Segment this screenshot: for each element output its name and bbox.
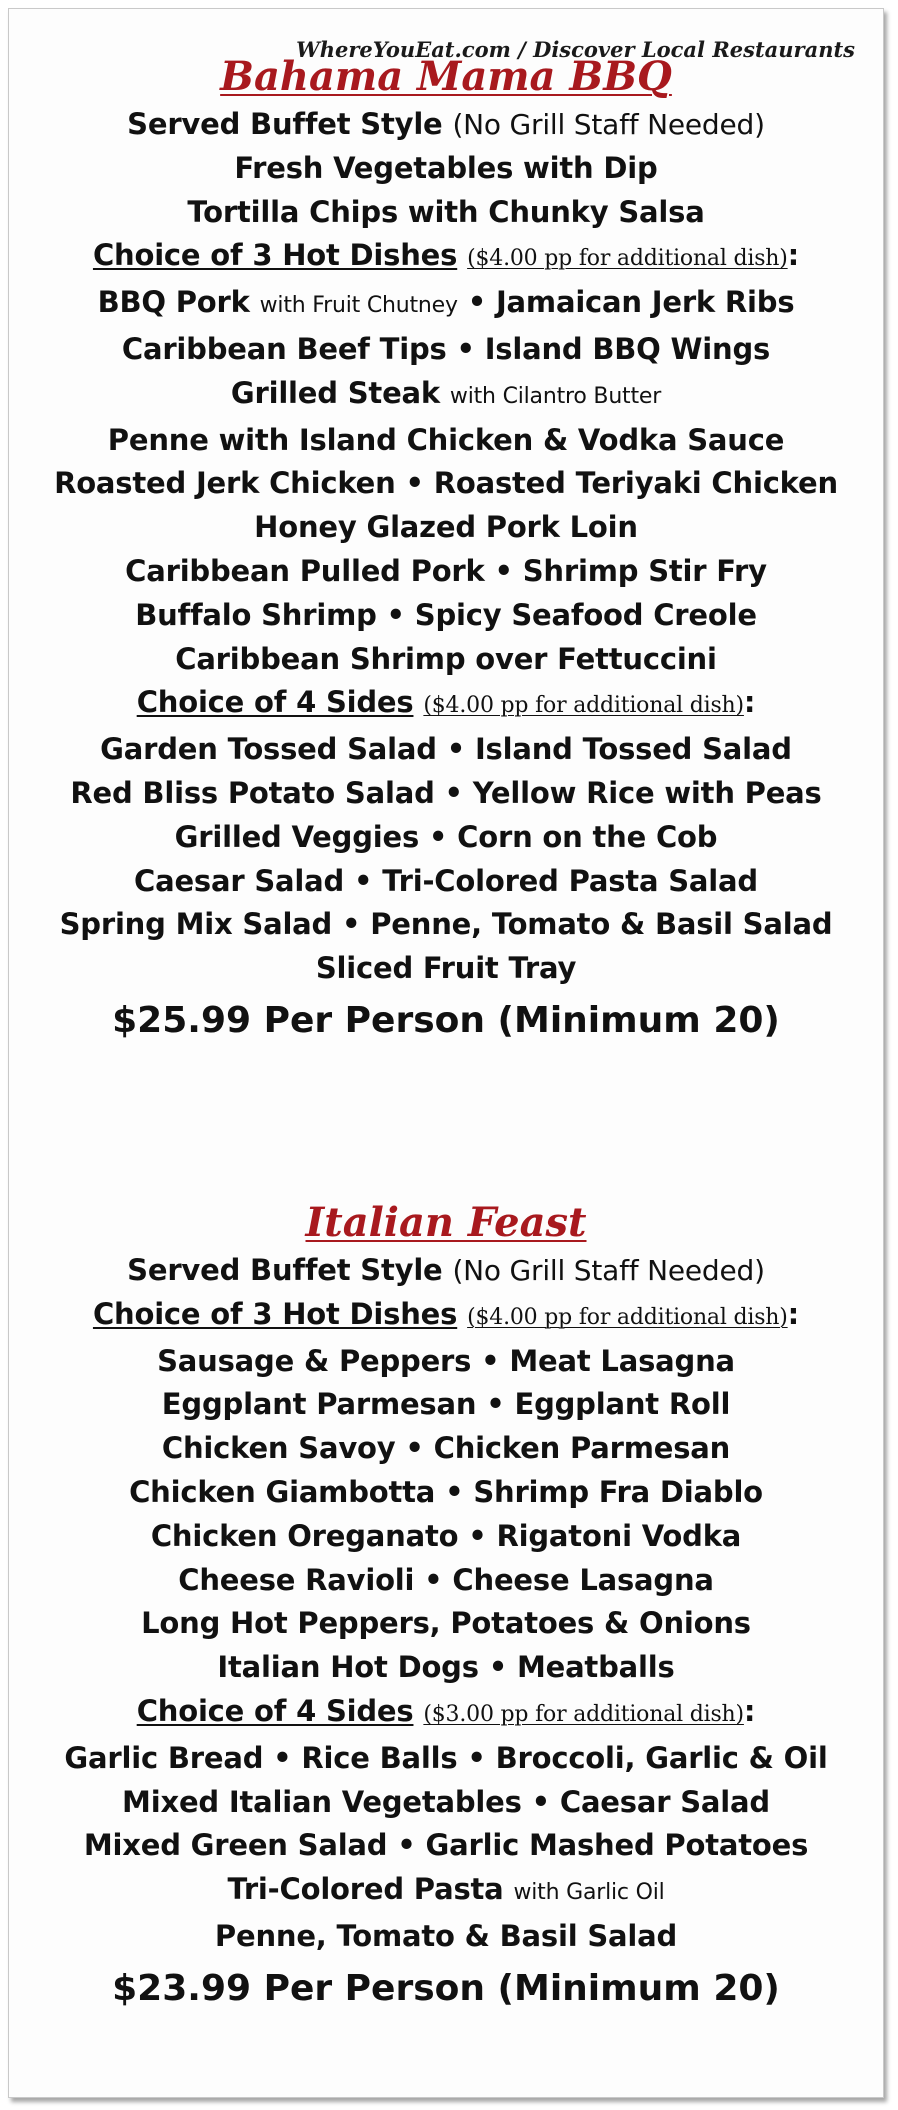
bullet-separator: • (395, 466, 434, 501)
bullet-separator: • (521, 1784, 560, 1819)
dish-name: Island BBQ Wings (484, 331, 771, 366)
hot-dishes-heading-text: Choice of 3 Hot Dishes (92, 238, 458, 273)
dish-name: Red Bliss Potato Salad (70, 775, 435, 810)
dish-name: Chicken Savoy (161, 1431, 396, 1466)
dish-name: Meat Lasagna (509, 1343, 735, 1378)
dish-name: Meatballs (516, 1650, 675, 1685)
sides-list (9, 728, 883, 991)
hot-dishes-list (9, 281, 883, 681)
sides-heading: Choice of 4 Sides ($3.00 pp for additional dish): (136, 1693, 756, 1728)
bullet-separator: • (484, 553, 523, 588)
dish-name: Roasted Teriyaki Chicken (433, 466, 838, 501)
menu-line (9, 1824, 883, 1868)
bullet-separator: • (395, 1431, 434, 1466)
dish-name: Italian Hot Dogs (217, 1650, 479, 1685)
dish-name: Penne, Tomato & Basil Salad (214, 1918, 678, 1953)
dish-name: Chicken Giambotta (129, 1474, 436, 1509)
dish-note: with Garlic Oil (513, 1880, 665, 1906)
dish-name: Tri-Colored Pasta (227, 1872, 504, 1907)
dish-name: Eggplant Parmesan (161, 1387, 477, 1422)
menu-line (9, 1515, 883, 1559)
dish-name: Eggplant Roll (514, 1387, 731, 1422)
sides-heading-text: Choice of 4 Sides (136, 685, 414, 720)
menu-line (9, 1340, 883, 1384)
dish-name: Shrimp Stir Fry (522, 553, 767, 588)
sides-list (9, 1737, 883, 1959)
bullet-separator: • (414, 1562, 453, 1597)
menu-line (9, 419, 883, 463)
menu-line (9, 1915, 883, 1959)
menu-line (9, 903, 883, 947)
bullet-separator: • (457, 1740, 496, 1775)
price: $25.99 Per Person (Minimum 20) (112, 999, 780, 1041)
hot-dishes-extra: ($4.00 pp for additional dish) (467, 1304, 788, 1330)
menu-line (9, 947, 883, 991)
price: $23.99 Per Person (Minimum 20) (112, 1967, 780, 2009)
service-line (9, 1249, 883, 1293)
sides-extra: ($4.00 pp for additional dish) (423, 693, 744, 719)
bullet-separator: • (446, 331, 485, 366)
menu-line (9, 816, 883, 860)
dish-name: Broccoli, Garlic & Oil (495, 1740, 828, 1775)
menu-line (9, 860, 883, 904)
dish-name: Spicy Seafood Creole (414, 597, 757, 632)
menu-line (9, 372, 883, 419)
menu-page (8, 8, 884, 2098)
dish-name: Caribbean Beef Tips (121, 331, 447, 366)
dish-name: Garlic Mashed Potatoes (425, 1828, 809, 1863)
dish-name: Garlic Bread (64, 1740, 264, 1775)
starter-item: Fresh Vegetables with Dip (234, 150, 658, 185)
dish-name: Jamaican Jerk Ribs (495, 285, 795, 320)
starter-item: Tortilla Chips with Chunky Salsa (187, 194, 705, 229)
service-style: Served Buffet Style (127, 107, 443, 141)
bullet-separator: • (434, 775, 473, 810)
hot-dishes-heading: Choice of 3 Hot Dishes ($4.00 pp for additional dish): (92, 238, 800, 273)
dish-note: with Cilantro Butter (449, 383, 662, 409)
menu-line (9, 1559, 883, 1603)
menu-line (9, 328, 883, 372)
dish-name: Rice Balls (301, 1740, 458, 1775)
dish-name: Long Hot Peppers, Potatoes & Onions (141, 1606, 751, 1641)
dish-name: Island Tossed Salad (474, 732, 792, 767)
dish-name: Penne with Island Chicken & Vodka Sauce (107, 422, 785, 457)
dish-name: Chicken Parmesan (433, 1431, 731, 1466)
dish-name: Mixed Italian Vegetables (122, 1784, 522, 1819)
dish-name: Cheese Lasagna (452, 1562, 714, 1597)
dish-name: Grilled Steak (230, 375, 440, 410)
dish-name: Caesar Salad (134, 863, 345, 898)
menu-line (9, 728, 883, 772)
dish-name: Corn on the Cob (457, 819, 718, 854)
dish-name: BBQ Pork (97, 285, 250, 320)
dish-name: Honey Glazed Pork Loin (254, 510, 638, 545)
dish-note: with Fruit Chutney (259, 293, 458, 319)
menu-italian-feast (9, 1199, 883, 2017)
menu-line (9, 1471, 883, 1515)
service-note: (No Grill Staff Needed) (452, 1254, 765, 1287)
menu-line (9, 1383, 883, 1427)
dish-name: Caribbean Pulled Pork (125, 553, 485, 588)
dish-name: Spring Mix Salad (59, 907, 333, 942)
menu-line (9, 1781, 883, 1825)
dish-name: Buffalo Shrimp (135, 597, 377, 632)
menu-line (9, 506, 883, 550)
menu-line (9, 1646, 883, 1690)
menu-line (9, 1602, 883, 1646)
dish-name: Caesar Salad (559, 1784, 770, 1819)
menu-line (9, 772, 883, 816)
menu-line (9, 594, 883, 638)
watermark: WhereYouEat.com / Discover Local Restaurants (296, 37, 855, 62)
bullet-separator: • (376, 597, 415, 632)
dish-name: Chicken Oreganato (150, 1518, 459, 1553)
dish-name: Rigatoni Vodka (496, 1518, 742, 1553)
dish-name: Yellow Rice with Peas (472, 775, 822, 810)
dish-name: Grilled Veggies (174, 819, 420, 854)
menu-line (9, 638, 883, 682)
bullet-separator: • (332, 907, 371, 942)
service-line (9, 103, 883, 147)
menu-line (9, 1427, 883, 1471)
bullet-separator: • (471, 1343, 510, 1378)
bullet-separator: • (435, 1474, 474, 1509)
hot-dishes-heading: Choice of 3 Hot Dishes ($4.00 pp for additional dish): (92, 1296, 800, 1331)
menu-line (9, 1737, 883, 1781)
hot-dishes-extra: ($4.00 pp for additional dish) (467, 246, 788, 272)
menu-line (9, 281, 883, 328)
menu-bahama-mama-bbq (9, 53, 883, 1049)
bullet-separator: • (387, 1828, 426, 1863)
hot-dishes-heading-text: Choice of 3 Hot Dishes (92, 1296, 458, 1331)
dish-name: Tri-Colored Pasta Salad (382, 863, 758, 898)
bullet-separator: • (478, 1650, 517, 1685)
dish-name: Garden Tossed Salad (100, 732, 437, 767)
sides-heading-text: Choice of 4 Sides (136, 1693, 414, 1728)
bullet-separator: • (436, 732, 475, 767)
dish-name: Caribbean Shrimp over Fettuccini (175, 641, 717, 676)
dish-name: Penne, Tomato & Basil Salad (370, 907, 833, 942)
bullet-separator: • (476, 1387, 515, 1422)
menu-line (9, 550, 883, 594)
dish-name: Shrimp Fra Diablo (473, 1474, 763, 1509)
dish-name: Cheese Ravioli (178, 1562, 415, 1597)
bullet-separator: • (263, 1740, 302, 1775)
hot-dishes-list (9, 1340, 883, 1690)
dish-name: Sliced Fruit Tray (315, 951, 577, 986)
bullet-separator: • (458, 1518, 497, 1553)
bullet-separator: • (419, 819, 458, 854)
menu-title: Bahama Mama BBQ (220, 53, 672, 100)
dish-name: Mixed Green Salad (83, 1828, 388, 1863)
service-note: (No Grill Staff Needed) (452, 108, 765, 141)
menu-line (9, 1868, 883, 1915)
dish-name: Roasted Jerk Chicken (54, 466, 396, 501)
service-style: Served Buffet Style (127, 1253, 443, 1287)
dish-name: Sausage & Peppers (157, 1343, 472, 1378)
menu-line (9, 462, 883, 506)
bullet-separator: • (344, 863, 383, 898)
sides-heading: Choice of 4 Sides ($4.00 pp for additional dish): (136, 685, 756, 720)
bullet-separator: • (457, 285, 496, 320)
sides-extra: ($3.00 pp for additional dish) (423, 1701, 744, 1727)
menu-title: Italian Feast (305, 1199, 587, 1246)
